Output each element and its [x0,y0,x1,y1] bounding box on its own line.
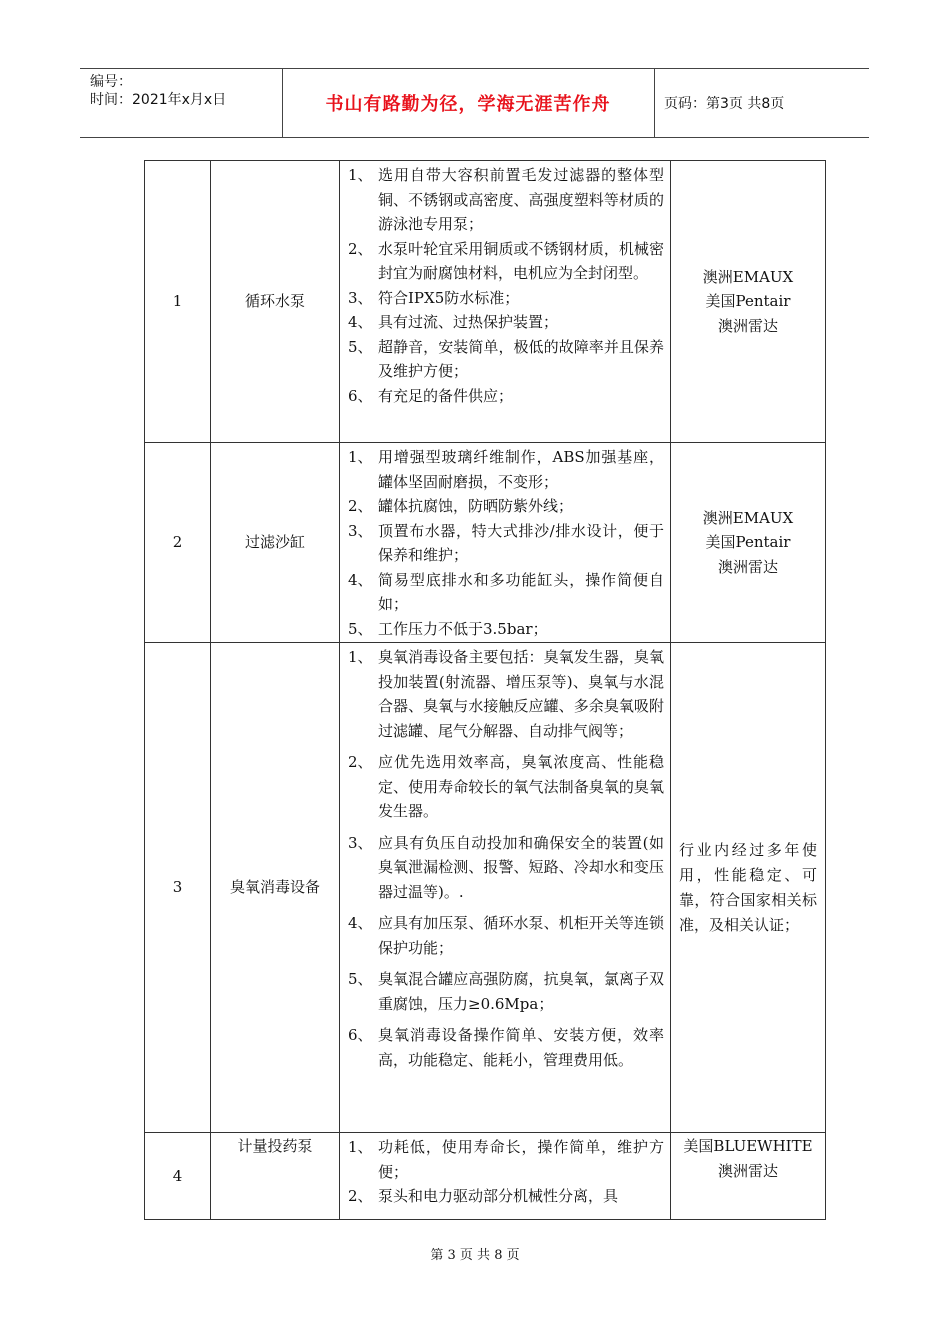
requirement-number: 1、 [348,648,373,666]
requirement-text: 功耗低，使用寿命长，操作简单，维护方便； [378,1138,664,1181]
requirement-text: 简易型底排水和多功能缸头，操作简便自如； [378,570,664,613]
requirement-number: 6、 [348,386,373,405]
row-number: 2 [145,443,211,643]
header-number-label: 编号： [90,74,132,90]
requirement-text: 选用自带大容积前置毛发过滤器的整体型铜、不锈钢或高密度、高强度塑料等材质的游泳池专用泵； [378,166,664,233]
brands-cell: 行业内经过多年使用，性能稳定、可靠，符合国家相关标准，及相关认证； [671,643,826,1133]
brand-name: 澳洲雷达 [717,557,778,576]
requirement-item [348,310,664,335]
requirement-item [348,911,664,960]
requirement-text: 具有过流、过热保护装置； [378,313,559,331]
brand-name: 澳洲EMAUX [702,508,794,527]
requirement-item [348,967,664,1016]
header-time-label: 时间：2021年x月x日 [90,92,227,108]
requirement-number: 1、 [348,448,373,466]
requirement-item [348,163,664,237]
requirements-cell [340,643,671,1133]
requirement-number: 4、 [348,914,373,932]
requirement-number: 1、 [348,1138,373,1156]
requirement-text: 应优先选用效率高，臭氧浓度高、性能稳定、使用寿命较长的氧气法制备臭氧的臭氧发生器。 [378,753,664,820]
requirement-text: 臭氧消毒设备主要包括：臭氧发生器，臭氧投加装置(射流器、增压泵等)、臭氧与水混合器、臭氧与水接触反应罐、多余臭氧吸附过滤罐、尾气分解器、自动排气阀等； [378,648,664,740]
requirement-number: 4、 [348,313,373,331]
requirement-text: 泵头和电力驱动部分机械性分离，具 [378,1187,619,1205]
table-row [145,161,826,443]
table-row [145,443,826,643]
requirement-item [348,286,664,311]
requirement-item [348,494,664,519]
brands-cell [671,161,826,443]
brand-name: 美国Pentair [705,533,791,552]
requirement-item [348,1023,664,1072]
requirements-cell [340,1133,671,1220]
requirement-number: 3、 [348,521,373,540]
requirement-item [348,831,664,905]
requirement-text: 符合IPX5防水标准； [378,288,520,307]
requirement-number: 6、 [348,1026,373,1044]
requirement-number: 5、 [348,970,373,988]
brand-name: 澳洲EMAUX [702,267,794,286]
table-row [145,643,826,1133]
row-number: 3 [145,643,211,1133]
requirement-item [348,384,664,409]
brands-cell [671,1133,826,1220]
page-footer: 第 3 页 共 8 页 [430,1248,520,1263]
header-meta [90,73,226,109]
table-row [145,1133,826,1220]
brands-cell [671,443,826,643]
equipment-name: 过滤沙缸 [211,443,340,643]
brand-name: 美国Pentair [705,292,791,311]
brand-name: 澳洲雷达 [717,1161,778,1180]
requirement-text: 工作压力不低于3.5bar； [378,619,548,638]
requirement-item [348,568,664,617]
requirements-cell [340,443,671,643]
requirement-number: 5、 [348,619,373,638]
requirement-item [348,445,664,494]
brand-name: 澳洲雷达 [717,316,778,335]
requirement-item [348,1184,664,1209]
requirement-text: 用增强型玻璃纤维制作，ABS加强基座，罐体坚固耐磨损，不变形； [378,448,664,491]
requirement-item [348,519,664,568]
requirement-text: 水泵叶轮宜采用铜质或不锈钢材质，机械密封宜为耐腐蚀材料，电机应为全封闭型。 [378,239,664,282]
brand-name: 美国BLUEWHITE [683,1137,813,1155]
requirement-text: 超静音，安装简单，极低的故障率并且保养及维护方便； [378,337,664,380]
header-page-label: 页码：第3页 共8页 [664,96,785,112]
requirement-item [348,237,664,286]
requirement-text: 顶置布水器，特大式排沙/排水设计，便于保养和维护； [378,521,664,564]
requirement-text: 罐体抗腐蚀，防晒防紫外线； [378,497,574,515]
requirements-cell [340,161,671,443]
equipment-name: 计量投药泵 [211,1133,340,1220]
header-divider [654,69,655,137]
requirement-number: 1、 [348,166,373,184]
row-number: 1 [145,161,211,443]
requirement-item [348,750,664,824]
header-motto: 书山有路勤为径，学海无涯苦作舟 [325,94,611,115]
requirement-text: 有充足的备件供应； [378,386,514,405]
requirement-item [348,645,664,743]
page-header [80,68,869,138]
requirement-number: 2、 [348,239,373,258]
requirement-item [348,1135,664,1184]
requirement-item [348,335,664,384]
requirement-text: 臭氧消毒设备操作简单、安装方便，效率高，功能稳定、能耗小，管理费用低。 [378,1026,664,1069]
requirement-number: 4、 [348,570,373,589]
requirement-number: 3、 [348,288,373,307]
requirement-number: 3、 [348,833,373,852]
requirement-number: 5、 [348,337,373,356]
requirement-number: 2、 [348,1187,373,1205]
equipment-name: 循环水泵 [211,161,340,443]
equipment-name: 臭氧消毒设备 [211,643,340,1133]
requirement-number: 2、 [348,497,373,515]
equipment-table [144,160,826,1220]
requirement-text: 应具有加压泵、循环水泵、机柜开关等连锁保护功能； [378,914,664,957]
requirement-text: 应具有负压自动投加和确保安全的装置(如臭氧泄漏检测、报警、短路、冷却水和变压器过温等)。. [378,833,664,901]
requirement-text: 臭氧混合罐应高强防腐，抗臭氧，氯离子双重腐蚀，压力≥0.6Mpa； [378,970,664,1013]
requirement-number: 2、 [348,753,373,771]
requirement-item [348,617,664,642]
row-number: 4 [145,1133,211,1220]
